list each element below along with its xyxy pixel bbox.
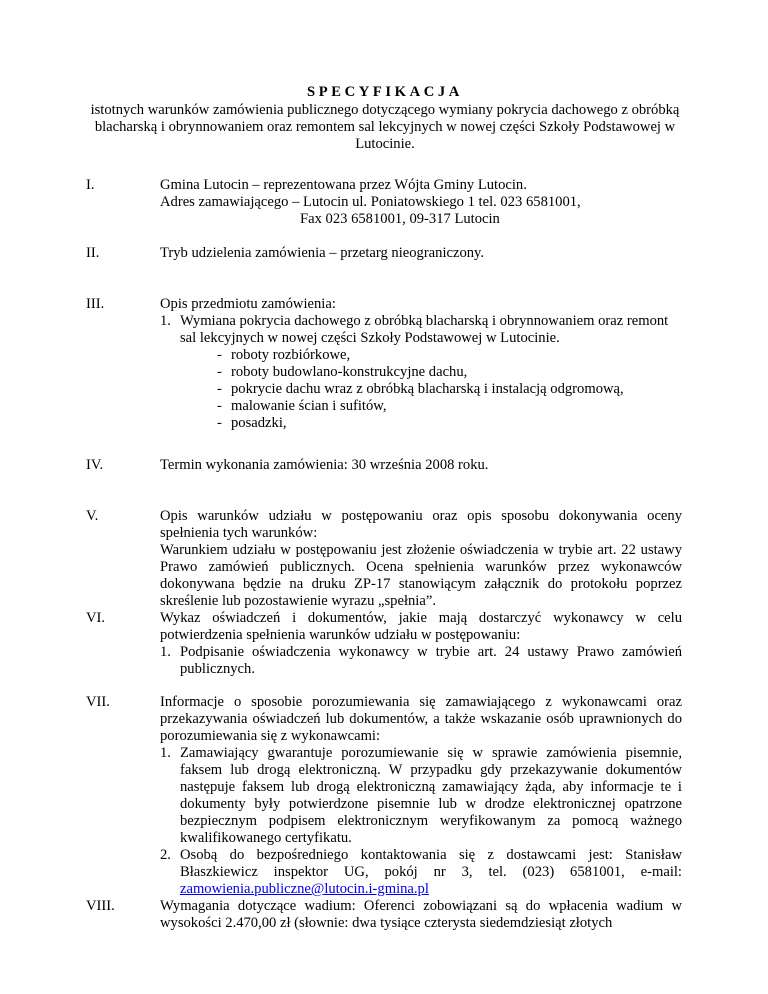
section-3 bbox=[86, 296, 682, 432]
contracting-authority: Gmina Lutocin – reprezentowana przez Wójta Gminy Lutocin. bbox=[160, 177, 527, 193]
dash-item bbox=[160, 381, 682, 398]
list-text: Podpisanie oświadczenia wykonawcy w trybie art. 24 ustawy Prawo zamówień publicznych. bbox=[180, 644, 682, 677]
section-1 bbox=[86, 177, 682, 228]
document-title: SPECYFIKACJA bbox=[307, 84, 463, 100]
list-number: 1. bbox=[160, 644, 171, 660]
dash-marker: - bbox=[217, 381, 222, 397]
list-number: 1. bbox=[160, 745, 171, 761]
deadline: Termin wykonania zamówienia: 30 września 2008 roku. bbox=[160, 457, 489, 473]
list-text: Osobą do bezpośredniego kontaktowania się z dostawcami jest: Stanisław Błaszkiewicz inspektor UG, pokój nr 3, tel. (023) 6581001, e-mail: bbox=[180, 847, 682, 880]
list-number: 1. bbox=[160, 313, 171, 329]
dash-item bbox=[160, 415, 682, 432]
dash-marker: - bbox=[217, 398, 222, 414]
section-5 bbox=[86, 508, 682, 610]
section-number: V. bbox=[86, 508, 99, 524]
list-item bbox=[160, 644, 682, 678]
section-6 bbox=[86, 610, 682, 678]
section-number: VI. bbox=[86, 610, 106, 626]
fax-line: Fax 023 6581001, 09-317 Lutocin bbox=[300, 211, 500, 227]
conditions-text: Warunkiem udziału w postępowaniu jest złożenie oświadczenia w trybie art. 22 ustawy Prawo zamówień publicznych. Ocena spełnienia warunków przez wykonawców dokonywana będzie na druku ZP-17 stanowiącym załącznik do protokołu poprzez skreślenie lub pozostawienie wyrazu „spełnia”. bbox=[160, 542, 682, 609]
section-number: III. bbox=[86, 296, 105, 312]
dash-text: pokrycie dachu wraz z obróbką blacharską i instalacją odgromową, bbox=[231, 381, 624, 397]
list-text: Zamawiający gwarantuje porozumiewanie się w sprawie zamówienia pisemnie, faksem lub drogą elektroniczną. W przypadku gdy przekazywanie dokumentów następuje faksem lub drogą elektroniczną zamawiający żąda, aby informacje te i dokumenty były potwierdzone pisemnie lub w drodze elektronicznej opatrzone bezpiecznym podpisem elektronicznym weryfikowanym za pomocą ważnego kwalifikowanego certyfikatu. bbox=[180, 745, 682, 846]
email-link[interactable]: zamowienia.publiczne@lutocin.i-gmina.pl bbox=[180, 881, 429, 897]
dash-marker: - bbox=[217, 347, 222, 363]
list-item bbox=[160, 745, 682, 847]
subject-intro: Opis przedmiotu zamówienia: bbox=[160, 296, 336, 312]
section-8 bbox=[86, 898, 682, 932]
communication-intro: Informacje o sposobie porozumiewania się zamawiającego z wykonawcami oraz przekazywania oświadczeń lub dokumentów, a także wskazanie osób uprawnionych do porozumiewania się z wykonawcami: bbox=[160, 694, 682, 744]
section-number: IV. bbox=[86, 457, 104, 473]
list-item bbox=[160, 313, 682, 347]
dash-text: roboty budowlano-konstrukcyjne dachu, bbox=[231, 364, 468, 380]
document-header bbox=[85, 84, 685, 153]
section-number: VII. bbox=[86, 694, 110, 710]
section-number: VIII. bbox=[86, 898, 115, 914]
document-subtitle: istotnych warunków zamówienia publicznego dotyczącego wymiany pokrycia dachowego z obróbką blacharską i obrynnowaniem oraz remontem sal lekcyjnych w nowej części Szkoły Podstawowej w Lutocinie. bbox=[90, 102, 680, 152]
documents-intro: Wykaz oświadczeń i dokumentów, jakie mają dostarczyć wykonawcy w celu potwierdzenia spełnienia warunków udziału w postępowaniu: bbox=[160, 610, 682, 643]
dash-item bbox=[160, 398, 682, 415]
section-4 bbox=[86, 457, 682, 474]
section-number: I. bbox=[86, 177, 95, 193]
dash-text: posadzki, bbox=[231, 415, 287, 431]
address-line: Adres zamawiającego – Lutocin ul. Poniatowskiego 1 tel. 023 6581001, bbox=[160, 194, 581, 210]
dash-text: malowanie ścian i sufitów, bbox=[231, 398, 387, 414]
dash-marker: - bbox=[217, 364, 222, 380]
dash-item bbox=[160, 347, 682, 364]
list-item bbox=[160, 847, 682, 898]
dash-marker: - bbox=[217, 415, 222, 431]
deposit-requirements: Wymagania dotyczące wadium: Oferenci zobowiązani są do wpłacenia wadium w wysokości 2.470,00 zł (słownie: dwa tysiące czterysta siedemdziesiąt złotych bbox=[160, 898, 682, 931]
dash-text: roboty rozbiórkowe, bbox=[231, 347, 351, 363]
list-text: Wymiana pokrycia dachowego z obróbką blacharską i obrynnowaniem oraz remont sal lekcyjnych w nowej części Szkoły Podstawowej w Lutocinie. bbox=[180, 313, 669, 346]
section-7 bbox=[86, 694, 682, 898]
conditions-description: Opis warunków udziału w postępowaniu oraz opis sposobu dokonywania oceny spełnienia tych warunków: bbox=[160, 508, 682, 541]
procedure-mode: Tryb udzielenia zamówienia – przetarg nieograniczony. bbox=[160, 245, 485, 261]
dash-item bbox=[160, 364, 682, 381]
section-2 bbox=[86, 245, 682, 262]
section-number: II. bbox=[86, 245, 100, 261]
list-number: 2. bbox=[160, 847, 171, 863]
